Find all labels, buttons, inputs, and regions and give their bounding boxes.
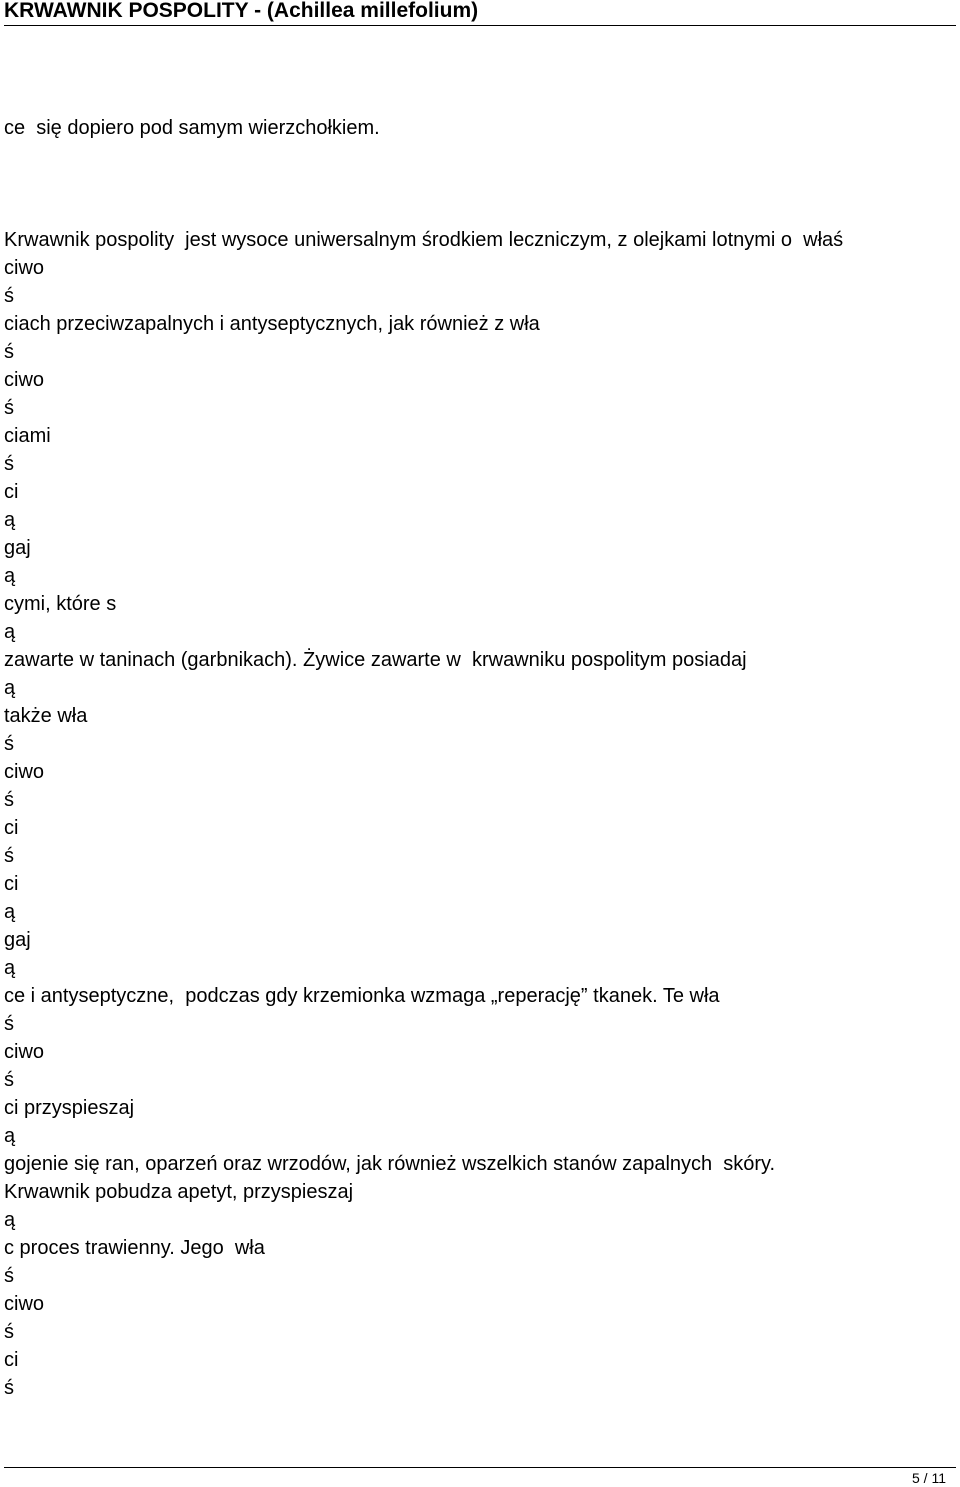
text-line: ś [4, 1265, 14, 1287]
text-line: ś [4, 453, 14, 475]
text-line: ciwo [4, 1293, 45, 1315]
text-line: ą [4, 621, 16, 643]
page-header [0, 0, 960, 26]
text-line: zawarte w taninach (garbnikach). Żywice zawarte w krwawniku pospolitym posiadaj [4, 649, 747, 671]
text-line: Krwawnik pobudza apetyt, przyspieszaj [4, 1181, 354, 1203]
text-line: ciwo [4, 369, 45, 391]
text-line: ś [4, 1321, 14, 1343]
text-line: ce i antyseptyczne, podczas gdy krzemionka wzmaga „reperację” tkanek. Te wła [4, 985, 720, 1007]
text-line: ą [4, 901, 16, 923]
text-line: ą [4, 1125, 16, 1147]
text-line: ś [4, 285, 14, 307]
text-line: ą [4, 509, 16, 531]
text-line: ś [4, 341, 14, 363]
text-line: ą [4, 677, 16, 699]
text-line: c proces trawienny. Jego wła [4, 1237, 265, 1259]
text-line: ciach przeciwzapalnych i antyseptycznych, jak również z wła [4, 313, 540, 335]
text-line: ciami [4, 425, 51, 447]
text-line: ś [4, 845, 14, 867]
text-line: ś [4, 1377, 14, 1399]
text-line: ci [4, 817, 19, 839]
header-divider [4, 25, 956, 26]
text-line: ś [4, 1069, 14, 1091]
text-line: ś [4, 1013, 14, 1035]
text-line: ci [4, 481, 19, 503]
text-line: cymi, które s [4, 593, 117, 615]
text-line: gaj [4, 537, 31, 559]
text-line: gaj [4, 929, 31, 951]
text-line: Krwawnik pospolity jest wysoce uniwersalnym środkiem leczniczym, z olejkami lotnymi o właś [4, 229, 844, 251]
page-number: 5 / 11 [912, 1470, 946, 1486]
text-line: ce się dopiero pod samym wierzchołkiem. [4, 117, 380, 139]
text-line: także wła [4, 705, 88, 727]
text-line: ą [4, 565, 16, 587]
footer-divider [4, 1467, 956, 1468]
text-line: gojenie się ran, oparzeń oraz wrzodów, jak również wszelkich stanów zapalnych skóry. [4, 1153, 776, 1175]
text-line: ś [4, 733, 14, 755]
text-line: ciwo [4, 761, 45, 783]
document-title: KRWAWNIK POSPOLITY - (Achillea millefolium) [4, 0, 479, 22]
text-line: ś [4, 397, 14, 419]
text-line: ci [4, 873, 19, 895]
text-line: ciwo [4, 257, 45, 279]
text-line: ci [4, 1349, 19, 1371]
text-line: ciwo [4, 1041, 45, 1063]
text-line: ą [4, 1209, 16, 1231]
text-line: ś [4, 789, 14, 811]
text-line: ą [4, 957, 16, 979]
text-line: ci przyspieszaj [4, 1097, 135, 1119]
